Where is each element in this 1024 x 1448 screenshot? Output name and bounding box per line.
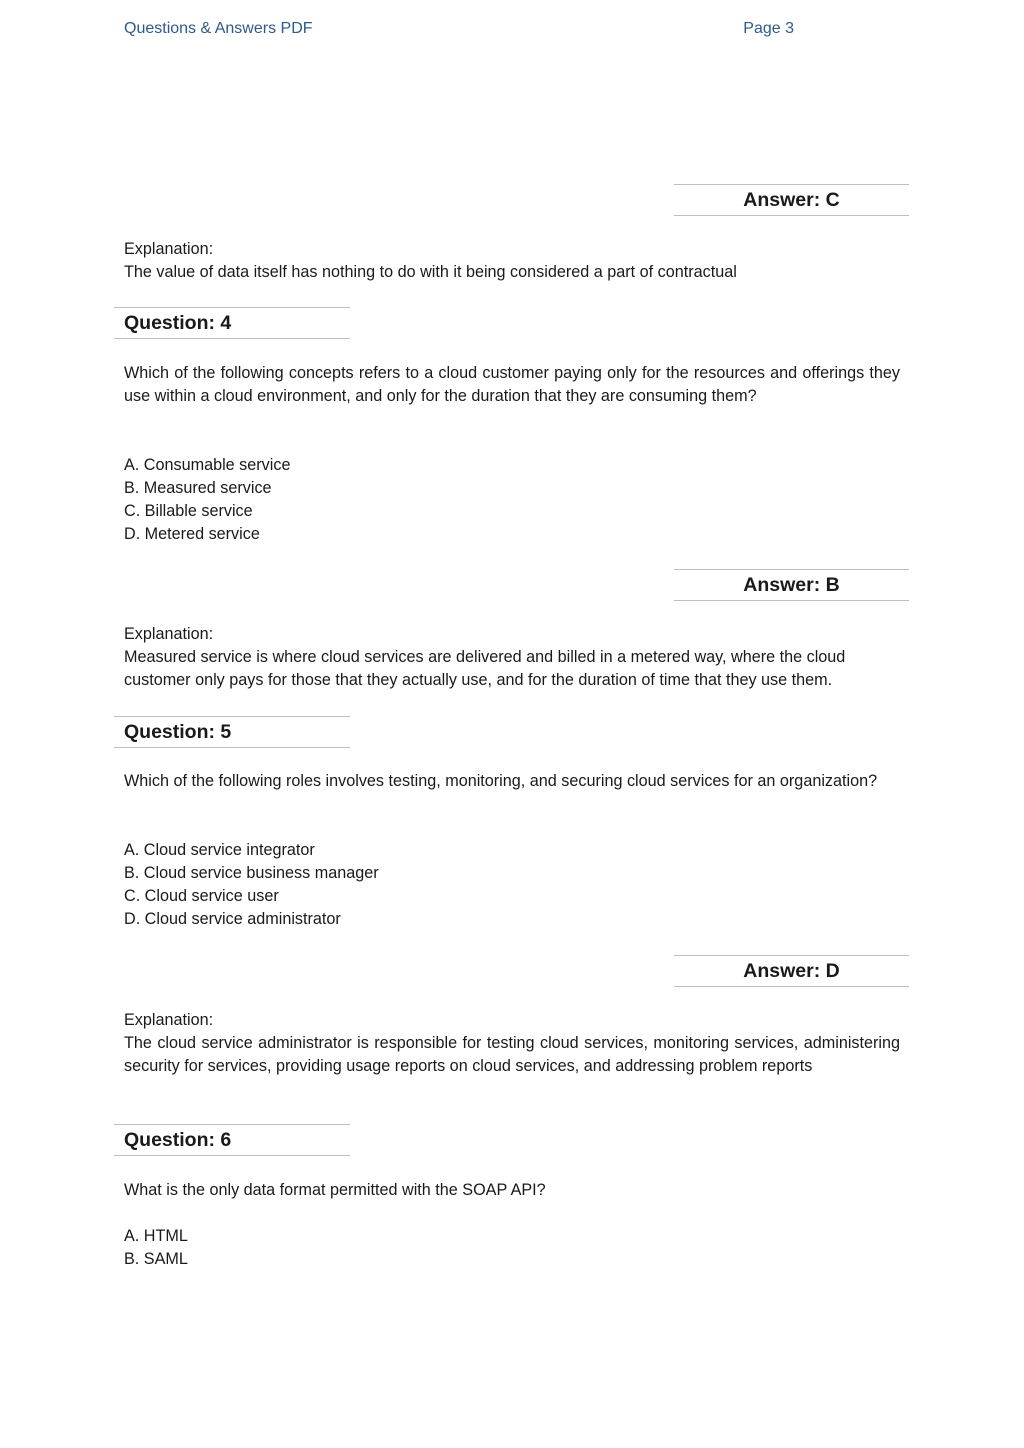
explanation-text: Measured service is where cloud services are delivered and billed in a metered way, where the cloud customer only pays for those that they actually use, and for the duration of time that they use them.	[124, 648, 846, 689]
explanation-q5	[124, 1009, 900, 1078]
answer-label: Answer: B	[743, 574, 840, 596]
question-heading-4	[114, 307, 350, 339]
explanation-q4	[124, 623, 900, 692]
question-heading-label: Question: 5	[124, 721, 232, 743]
explanation-text: The cloud service administrator is responsible for testing cloud services, monitoring services, administering security for services, providing usage reports on cloud services, and addressing problem reports	[124, 1034, 900, 1075]
explanation-label: Explanation:	[124, 240, 214, 258]
page-header	[124, 20, 794, 44]
option-a: A. Consumable service	[124, 456, 291, 474]
explanation-q3	[124, 238, 900, 284]
option-d: D. Metered service	[124, 525, 260, 543]
option-b: B. SAML	[124, 1250, 188, 1268]
question-heading-6	[114, 1124, 350, 1156]
answer-label: Answer: C	[743, 189, 840, 211]
options-list-5	[124, 839, 900, 931]
option-a: A. HTML	[124, 1227, 188, 1245]
question-heading-label: Question: 4	[124, 312, 232, 334]
answer-box-q4	[674, 569, 909, 601]
options-list-6	[124, 1225, 900, 1271]
explanation-label: Explanation:	[124, 625, 214, 643]
answer-label: Answer: D	[743, 960, 840, 982]
option-a: A. Cloud service integrator	[124, 841, 315, 859]
question-text-4: Which of the following concepts refers to a cloud customer paying only for the resources and offerings they use within a cloud environment, and only for the duration that they are consuming them?	[124, 364, 900, 405]
question-heading-5	[114, 716, 350, 748]
answer-box-q5	[674, 955, 909, 987]
option-c: C. Cloud service user	[124, 887, 279, 905]
option-d: D. Cloud service administrator	[124, 910, 341, 928]
page-number: Page 3	[743, 20, 794, 37]
explanation-text: The value of data itself has nothing to do with it being considered a part of contractual	[124, 263, 737, 281]
question-heading-label: Question: 6	[124, 1129, 232, 1151]
question-text-6: What is the only data format permitted with the SOAP API?	[124, 1181, 546, 1199]
option-b: B. Measured service	[124, 479, 272, 497]
answer-box-q3	[674, 184, 909, 216]
option-c: C. Billable service	[124, 502, 253, 520]
explanation-label: Explanation:	[124, 1011, 214, 1029]
document-title: Questions & Answers PDF	[124, 20, 313, 37]
question-text-5: Which of the following roles involves testing, monitoring, and securing cloud services for an organization?	[124, 772, 878, 790]
options-list-4	[124, 454, 900, 546]
option-b: B. Cloud service business manager	[124, 864, 379, 882]
